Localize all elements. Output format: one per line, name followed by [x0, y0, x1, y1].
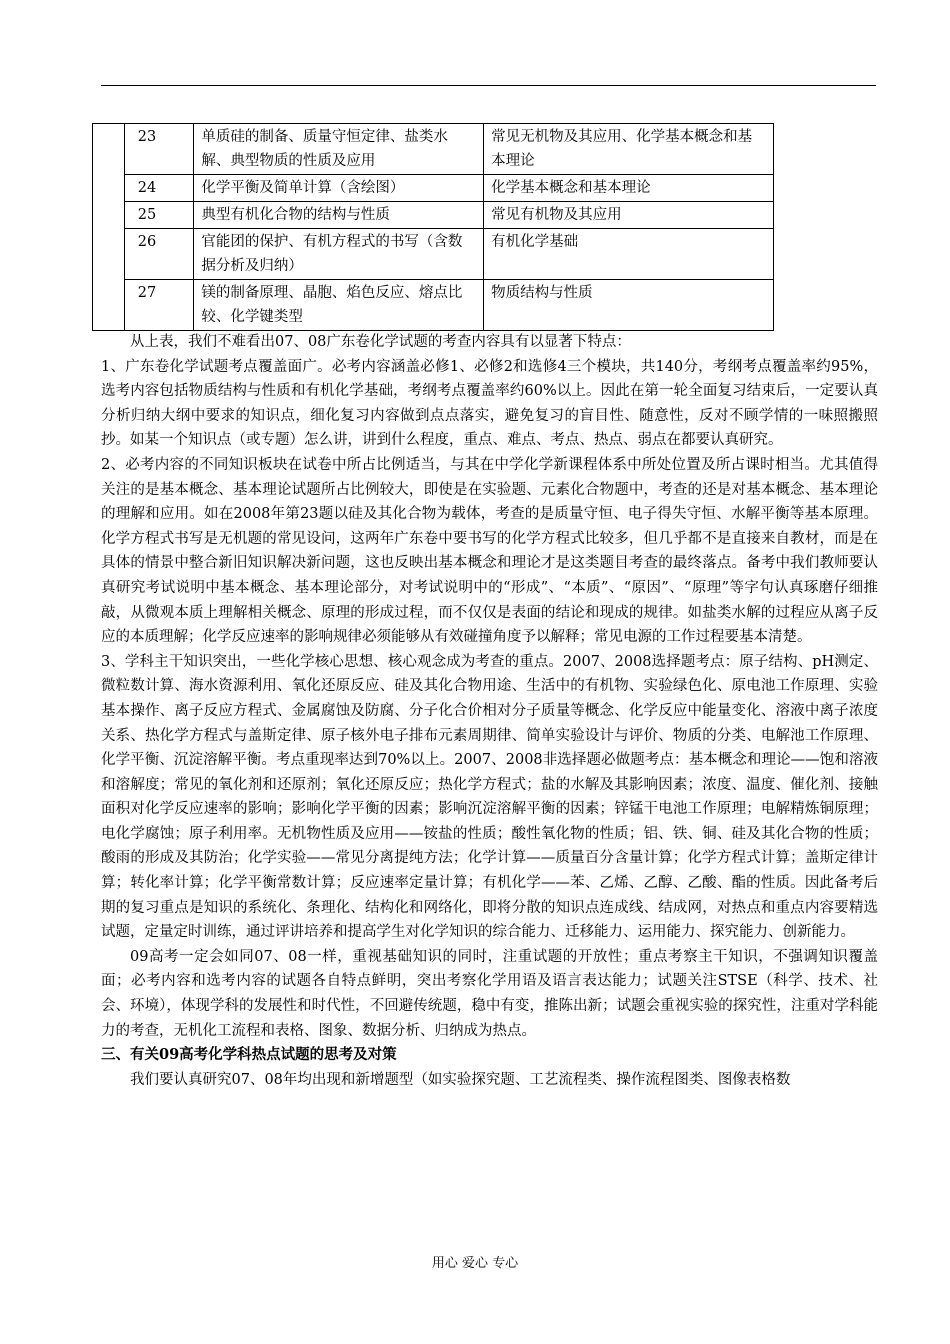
knowledge-module: 有机化学基础 [484, 229, 774, 280]
exam-content: 镁的制备原理、晶胞、焰色反应、熔点比较、化学键类型 [194, 280, 484, 331]
page-footer: 用心 爱心 专心 [431, 1256, 519, 1271]
table-row [93, 280, 774, 331]
question-number: 27 [124, 280, 194, 331]
table-blank-cell [93, 124, 125, 331]
table-row [93, 175, 774, 202]
point-1-paragraph: 1、广东卷化学试题考点覆盖面广。必考内容涵盖必修1、必修2和选修4三个模块，共140分，考纲考点覆盖率约95%，选考内容包括物质结构与性质和有机化学基础，考纲考点覆盖率约60%以上。因此在第一轮全面复习结束后，一定要认真分析归纳大纲中要求的知识点，细化复习内容做到点点落实，避免复习的盲目性、随意性，反对不顾学情的一味照搬照抄。如某一个知识点（或专题）怎么讲，讲到什么程度，重点、难点、考点、热点、弱点在都要认真研究。 [101, 358, 878, 449]
table-row [93, 202, 774, 229]
question-number: 24 [124, 175, 194, 202]
exam-content: 官能团的保护、有机方程式的书写（含数据分析及归纳） [194, 229, 484, 280]
table-row [93, 229, 774, 280]
exam-topics-table [92, 123, 774, 331]
table-row [93, 124, 774, 175]
intro-paragraph: 从上表，我们不难看出07、08广东卷化学试题的考查内容具有以显著下特点： [130, 334, 631, 350]
knowledge-module: 常见无机物及其应用、化学基本概念和基本理论 [484, 124, 774, 175]
question-number: 23 [124, 124, 194, 175]
forecast-paragraph: 09高考一定会如同07、08一样，重视基础知识的同时，注重试题的开放性；重点考察主干知识，不强调知识覆盖面；必考内容和选考内容的试题各自特点鲜明，突出考察化学用语及语言表达能力；试题关注STSE（科学、技术、社会、环境），体现学科的发展性和时代性，不回避传统题，稳中有变，推陈出新；试题会重视实验的探究性，注重对学科能力的考查，无机化工流程和表格、图象、数据分析、归纳成为热点。 [101, 948, 878, 1039]
section-3-paragraph: 我们要认真研究07、08年均出现和新增题型（如实验探究题、工艺流程类、操作流程图类、图像表格数 [130, 1071, 791, 1088]
exam-content: 化学平衡及简单计算（含绘图） [194, 175, 484, 202]
question-number: 25 [124, 202, 194, 229]
question-number: 26 [124, 229, 194, 280]
article-body [101, 330, 878, 1092]
knowledge-module: 物质结构与性质 [484, 280, 774, 331]
knowledge-module: 化学基本概念和基本理论 [484, 175, 774, 202]
section-3-heading: 三、有关09高考化学科热点试题的思考及对策 [101, 1046, 397, 1064]
exam-content: 典型有机化合物的结构与性质 [194, 202, 484, 229]
header-rule [101, 85, 876, 86]
knowledge-module: 常见有机物及其应用 [484, 202, 774, 229]
point-3-paragraph: 3、学科主干知识突出，一些化学核心思想、核心观念成为考查的重点。2007、2008选择题考点：原子结构、pH测定、微粒数计算、海水资源利用、氧化还原反应、硅及其化合物用途、生活中的有机物、实验绿色化、原电池工作原理、实验基本操作、离子反应方程式、金属腐蚀及防腐、分子化合价相对分子质量等概念、化学反应中能量变化、溶液中离子浓度关系、热化学方程式与盖斯定律、原子核外电子排布元素周期律、简单实验设计与评价、物质的分类、电解池工作原理、化学平衡、沉淀溶解平衡。考点重现率达到70%以上。2007、2008非选择题必做题考点：基本概念和理论——饱和溶液和溶解度；常见的氧化剂和还原剂；氧化还原反应；热化学方程式；盐的水解及其影响因素；浓度、温度、催化剂、接触面积对化学反应速率的影响；影响化学平衡的因素；影响沉淀溶解平衡的因素；锌锰干电池工作原理；电解精炼铜原理；电化学腐蚀；原子利用率。无机物性质及应用——铵盐的性质；酸性氧化物的性质；铝、铁、铜、硅及其化合物的性质；酸雨的形成及其防治；化学实验——常见分离提纯方法；化学计算——质量百分含量计算；化学方程式计算；盖斯定律计算；转化率计算；化学平衡常数计算；反应速率定量计算；有机化学——苯、乙烯、乙醇、乙酸、酯的性质。因此备考后期的复习重点是知识的系统化、条理化、结构化和网络化，即将分散的知识点连成线、结成网，对热点和重点内容要精选试题，定量定时训练，通过评讲培养和提高学生对化学知识的综合能力、迁移能力、运用能力、探究能力、创新能力。 [101, 653, 878, 941]
exam-content: 单质硅的制备、质量守恒定律、盐类水解、典型物质的性质及应用 [194, 124, 484, 175]
point-2-paragraph: 2、必考内容的不同知识板块在试卷中所占比例适当，与其在中学化学新课程体系中所处位置及所占课时相当。尤其值得关注的是基本概念、基本理论试题所占比例较大，即使是在实验题、元素化合物题中，考查的还是对基本概念、基本理论的理解和应用。如在2008年第23题以硅及其化合物为载体，考查的是质量守恒、电子得失守恒、水解平衡等基本原理。化学方程式书写是无机题的常见设问，这两年广东卷中要书写的化学方程式比较多，但几乎都不是直接来自教材，而是在具体的情景中整合新旧知识解决新问题，这也反映出基本概念和理论才是这类题目考查的最终落点。备考中我们教师要认真研究考试说明中基本概念、基本理论部分，对考试说明中的“形成”、“本质”、“原因”、“原理”等字句认真琢磨仔细推敲，从微观本质上理解相关概念、原理的形成过程，而不仅仅是表面的结论和现成的规律。如盐类水解的过程应从离子反应的本质理解；化学反应速率的影响规律必须能够从有效碰撞角度予以解释；常见电源的工作过程要基本清楚。 [101, 456, 878, 646]
